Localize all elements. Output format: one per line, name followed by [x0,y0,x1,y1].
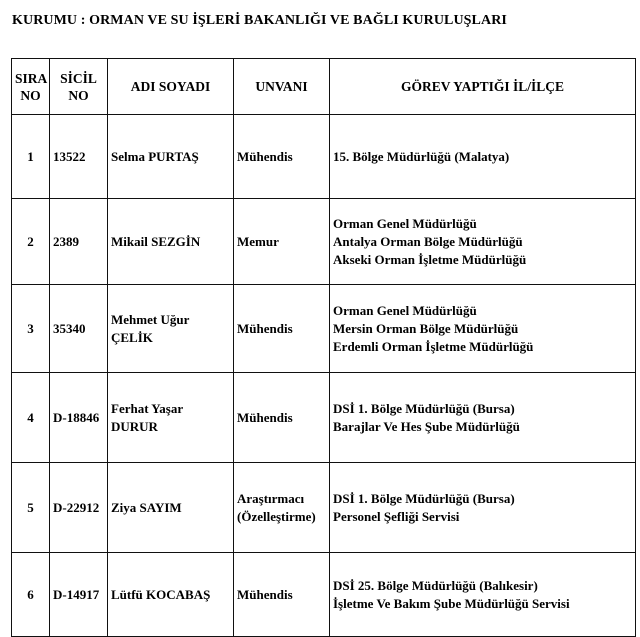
cell-adi-soyadi: Mikail SEZGİN [108,199,234,285]
cell-adi-soyadi: Mehmet Uğur ÇELİK [108,285,234,373]
cell-sira: 2 [12,199,50,285]
header-unvani: UNVANI [234,59,330,115]
table-row [12,463,636,553]
header-sira: SIRA NO [12,59,50,115]
cell-sira: 1 [12,115,50,199]
cell-unvani: Araştırmacı (Özelleştirme) [234,463,330,553]
cell-sira: 4 [12,373,50,463]
cell-adi-soyadi: Lütfü KOCABAŞ [108,553,234,637]
cell-adi-soyadi: Ziya SAYIM [108,463,234,553]
cell-sicil: D-18846 [50,373,108,463]
header-sicil: SİCİL NO [50,59,108,115]
cell-adi-soyadi: Selma PURTAŞ [108,115,234,199]
cell-gorev: Orman Genel Müdürlüğü Mersin Orman Bölge Müdürlüğü Erdemli Orman İşletme Müdürlüğü [330,285,636,373]
personnel-table [11,58,636,637]
cell-sicil: 35340 [50,285,108,373]
cell-gorev: Orman Genel Müdürlüğü Antalya Orman Bölge Müdürlüğü Akseki Orman İşletme Müdürlüğü [330,199,636,285]
table-row [12,115,636,199]
cell-sira: 3 [12,285,50,373]
cell-gorev: DSİ 1. Bölge Müdürlüğü (Bursa) Barajlar Ve Hes Şube Müdürlüğü [330,373,636,463]
table-row [12,553,636,637]
cell-unvani: Mühendis [234,553,330,637]
header-gorev: GÖREV YAPTIĞI İL/İLÇE [330,59,636,115]
cell-unvani: Mühendis [234,115,330,199]
cell-sira: 6 [12,553,50,637]
cell-gorev: 15. Bölge Müdürlüğü (Malatya) [330,115,636,199]
cell-sicil: 13522 [50,115,108,199]
table-row [12,285,636,373]
cell-sicil: D-14917 [50,553,108,637]
table-body [12,115,636,637]
cell-sira: 5 [12,463,50,553]
header-row [12,59,636,115]
cell-gorev: DSİ 1. Bölge Müdürlüğü (Bursa) Personel Şefliği Servisi [330,463,636,553]
table-row [12,373,636,463]
cell-sicil: D-22912 [50,463,108,553]
cell-unvani: Memur [234,199,330,285]
document-heading: KURUMU : ORMAN VE SU İŞLERİ BAKANLIĞI VE BAĞLI KURULUŞLARI [12,13,507,28]
cell-sicil: 2389 [50,199,108,285]
cell-gorev: DSİ 25. Bölge Müdürlüğü (Balıkesir) İşletme Ve Bakım Şube Müdürlüğü Servisi [330,553,636,637]
cell-unvani: Mühendis [234,285,330,373]
cell-adi-soyadi: Ferhat Yaşar DURUR [108,373,234,463]
table-row [12,199,636,285]
cell-unvani: Mühendis [234,373,330,463]
header-adi-soyadi: ADI SOYADI [108,59,234,115]
